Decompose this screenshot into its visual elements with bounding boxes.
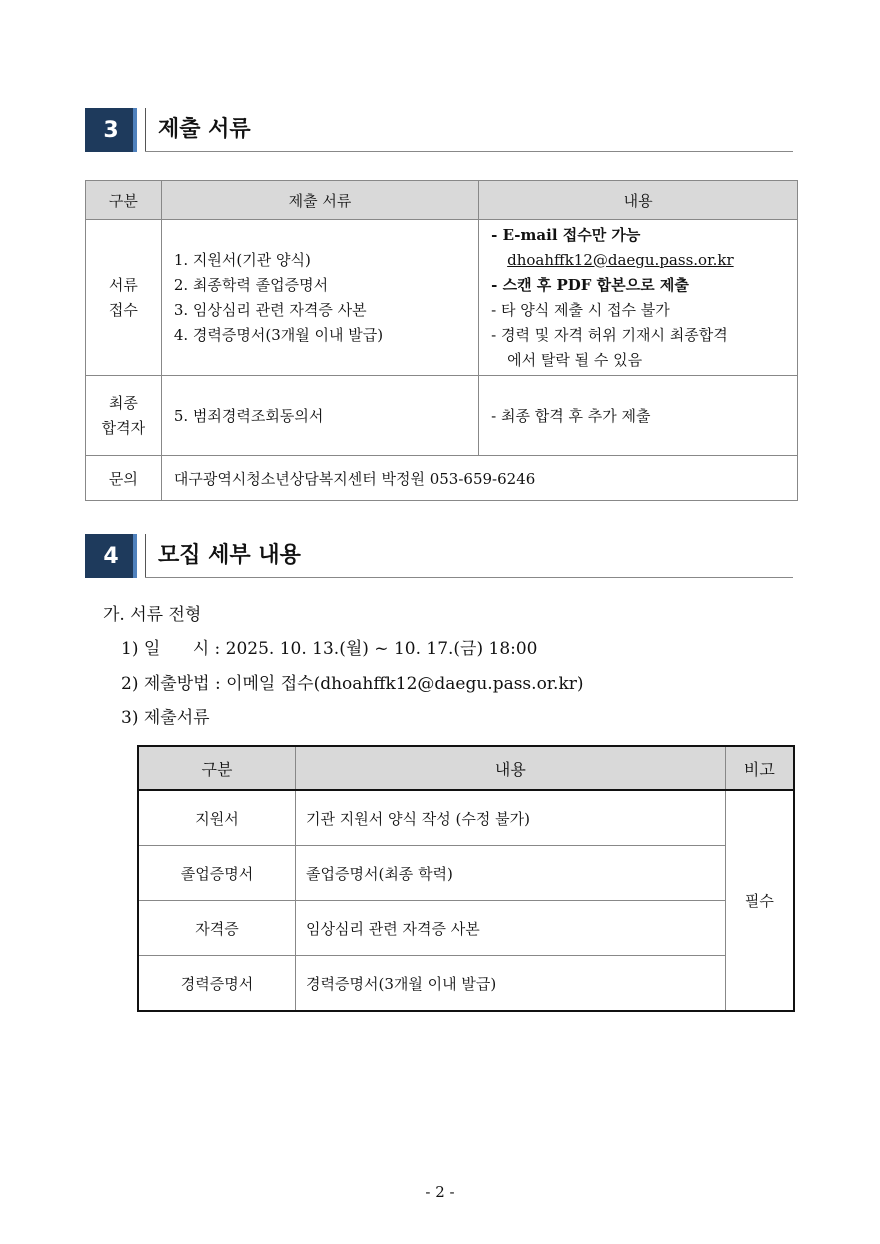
content-line: - 타 양식 제출 시 접수 불가	[491, 300, 670, 319]
row-category: 자격증	[138, 901, 296, 956]
row-content: 졸업증명서(최종 학력)	[296, 846, 726, 901]
header-content: 내용	[296, 746, 726, 790]
table-row	[86, 220, 798, 376]
row-category: 경력증명서	[138, 956, 296, 1012]
table-header-row	[86, 181, 798, 220]
section-4-header	[85, 534, 793, 578]
content-line: - E-mail 접수만 가능	[491, 225, 641, 244]
header-content: 내용	[479, 181, 798, 220]
section-3-header	[85, 108, 793, 152]
section-underline	[145, 151, 793, 152]
table-row	[138, 901, 794, 956]
document-item: 1. 지원서(기관 양식)	[173, 250, 311, 269]
row-category	[86, 376, 162, 456]
row-category: 졸업증명서	[138, 846, 296, 901]
email-link[interactable]: dhoahffk12@daegu.pass.or.kr	[507, 250, 734, 269]
category-line: 합격자	[101, 418, 146, 437]
category-line: 서류	[108, 275, 138, 294]
header-category: 구분	[86, 181, 162, 220]
section-title: 제출 서류	[158, 117, 251, 142]
table-row	[138, 956, 794, 1012]
row-content	[479, 220, 798, 376]
page-number: - 2 -	[425, 1183, 455, 1201]
row-content: 임상심리 관련 자격증 사본	[296, 901, 726, 956]
method-line: 2) 제출방법 : 이메일 접수(dhoahffk12@daegu.pass.or.kr)	[121, 674, 584, 694]
header-category: 구분	[138, 746, 296, 790]
section-underline	[145, 577, 793, 578]
table-row	[138, 846, 794, 901]
table-row	[86, 376, 798, 456]
category-line: 최종	[108, 393, 138, 412]
divider	[145, 534, 146, 578]
section-number: 4	[85, 534, 137, 578]
table-row	[138, 790, 794, 846]
subheading: 가. 서류 전형	[103, 605, 202, 625]
section-number: 3	[85, 108, 137, 152]
document-item: 2. 최종학력 졸업증명서	[173, 275, 329, 294]
row-content: 기관 지원서 양식 작성 (수정 불가)	[296, 790, 726, 846]
row-documents: 5. 범죄경력조회동의서	[161, 376, 478, 456]
schedule-line: 1) 일 시 : 2025. 10. 13.(월) ~ 10. 17.(금) 18:00	[121, 639, 538, 659]
row-category: 지원서	[138, 790, 296, 846]
submission-documents-table	[85, 180, 798, 501]
row-category	[86, 220, 162, 376]
category-line: 접수	[108, 300, 138, 319]
row-note: 필수	[725, 790, 794, 1011]
row-category: 문의	[86, 456, 162, 501]
required-documents-table	[137, 745, 795, 1012]
table-header-row	[138, 746, 794, 790]
header-note: 비고	[725, 746, 794, 790]
divider	[145, 108, 146, 152]
row-documents	[161, 220, 478, 376]
document-item: 4. 경력증명서(3개월 이내 발급)	[173, 325, 384, 344]
documents-line: 3) 제출서류	[121, 708, 210, 728]
header-documents: 제출 서류	[161, 181, 478, 220]
document-item: 3. 임상심리 관련 자격증 사본	[173, 300, 367, 319]
table-row	[86, 456, 798, 501]
content-line: - 경력 및 자격 허위 기재시 최종합격	[491, 325, 728, 344]
content-line: - 스캔 후 PDF 합본으로 제출	[491, 275, 689, 294]
content-line: 에서 탈락 될 수 있음	[507, 350, 643, 369]
row-content: 경력증명서(3개월 이내 발급)	[296, 956, 726, 1012]
row-content: - 최종 합격 후 추가 제출	[479, 376, 798, 456]
row-contact: 대구광역시청소년상담복지센터 박정원 053-659-6246	[161, 456, 797, 501]
section-title: 모집 세부 내용	[158, 543, 301, 568]
